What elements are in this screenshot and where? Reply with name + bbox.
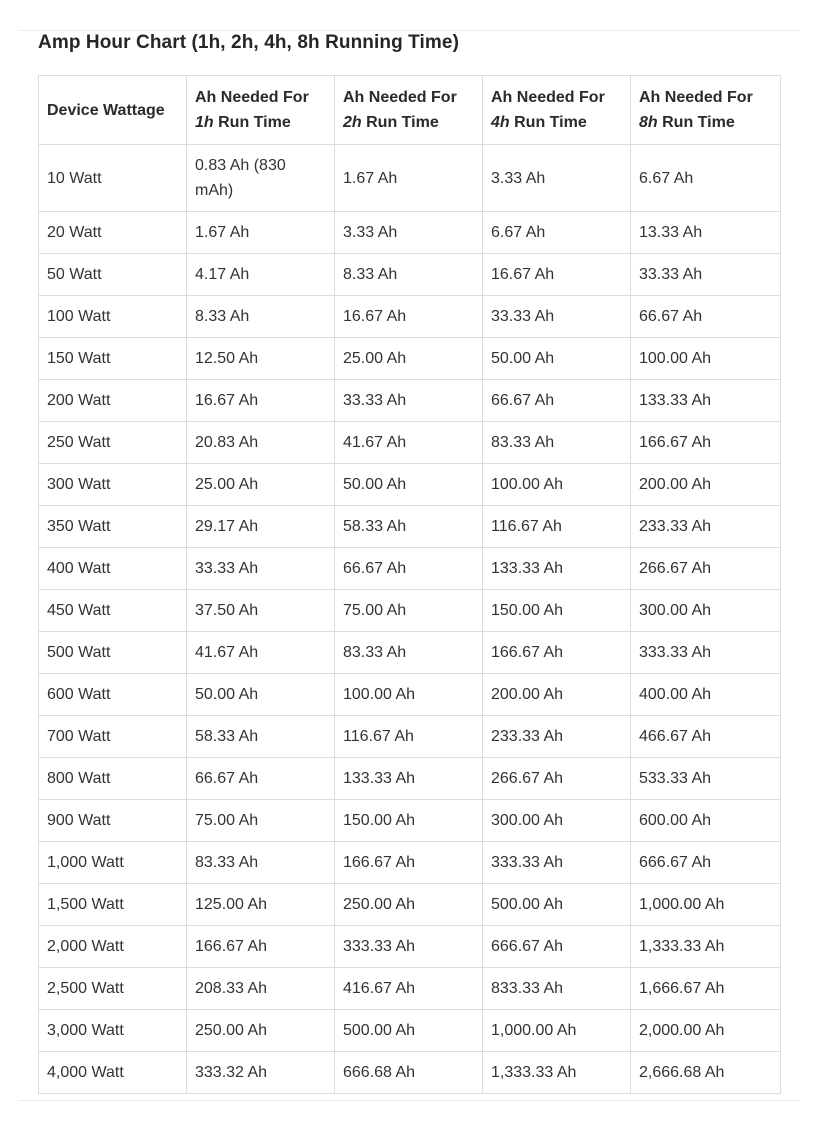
- column-header-8h: [631, 76, 781, 145]
- table-cell: 600.00 Ah: [631, 800, 781, 842]
- table-cell: 266.67 Ah: [483, 758, 631, 800]
- table-cell: 1.67 Ah: [187, 212, 335, 254]
- table-cell: 333.32 Ah: [187, 1052, 335, 1094]
- table-cell: 150 Watt: [39, 338, 187, 380]
- table-row: [39, 212, 781, 254]
- table-cell: 150.00 Ah: [483, 590, 631, 632]
- table-cell: 200 Watt: [39, 380, 187, 422]
- table-cell: 66.67 Ah: [631, 296, 781, 338]
- table-cell: 50.00 Ah: [187, 674, 335, 716]
- table-cell: 250.00 Ah: [187, 1010, 335, 1052]
- table-row: [39, 145, 781, 212]
- column-header-unit: 1h: [195, 114, 214, 131]
- table-cell: 83.33 Ah: [335, 632, 483, 674]
- table-cell: 250.00 Ah: [335, 884, 483, 926]
- table-cell: 300.00 Ah: [631, 590, 781, 632]
- table-row: [39, 548, 781, 590]
- table-cell: 500 Watt: [39, 632, 187, 674]
- column-header-suffix: Run Time: [657, 114, 735, 131]
- table-cell: 3,000 Watt: [39, 1010, 187, 1052]
- table-cell: 4.17 Ah: [187, 254, 335, 296]
- amp-hour-table: [38, 75, 781, 1094]
- table-cell: 33.33 Ah: [335, 380, 483, 422]
- table-cell: 75.00 Ah: [187, 800, 335, 842]
- column-header-suffix: Run Time: [509, 114, 587, 131]
- table-cell: 300 Watt: [39, 464, 187, 506]
- table-cell: 1,666.67 Ah: [631, 968, 781, 1010]
- table-cell: 166.67 Ah: [335, 842, 483, 884]
- table-cell: 1,500 Watt: [39, 884, 187, 926]
- column-header-suffix: Run Time: [361, 114, 439, 131]
- table-cell: 4,000 Watt: [39, 1052, 187, 1094]
- table-cell: 500.00 Ah: [483, 884, 631, 926]
- table-row: [39, 842, 781, 884]
- table-cell: 133.33 Ah: [335, 758, 483, 800]
- table-body: [39, 145, 781, 1094]
- table-cell: 133.33 Ah: [631, 380, 781, 422]
- table-row: [39, 1010, 781, 1052]
- table-cell: 533.33 Ah: [631, 758, 781, 800]
- column-header-unit: 4h: [491, 114, 510, 131]
- table-cell: 450 Watt: [39, 590, 187, 632]
- table-row: [39, 296, 781, 338]
- table-cell: 16.67 Ah: [335, 296, 483, 338]
- table-cell: 466.67 Ah: [631, 716, 781, 758]
- table-cell: 1.67 Ah: [335, 145, 483, 212]
- table-cell: 666.67 Ah: [483, 926, 631, 968]
- table-cell: 350 Watt: [39, 506, 187, 548]
- table-row: [39, 590, 781, 632]
- table-cell: 12.50 Ah: [187, 338, 335, 380]
- table-cell: 133.33 Ah: [483, 548, 631, 590]
- table-row: [39, 338, 781, 380]
- table-row: [39, 884, 781, 926]
- table-cell: 333.33 Ah: [483, 842, 631, 884]
- table-cell: 33.33 Ah: [187, 548, 335, 590]
- table-row: [39, 926, 781, 968]
- table-cell: 166.67 Ah: [631, 422, 781, 464]
- table-cell: 20.83 Ah: [187, 422, 335, 464]
- table-cell: 83.33 Ah: [483, 422, 631, 464]
- table-cell: 100.00 Ah: [631, 338, 781, 380]
- table-cell: 400.00 Ah: [631, 674, 781, 716]
- page-title: Amp Hour Chart (1h, 2h, 4h, 8h Running Time): [38, 32, 460, 53]
- table-cell: 29.17 Ah: [187, 506, 335, 548]
- table-row: [39, 254, 781, 296]
- table-cell: 10 Watt: [39, 145, 187, 212]
- table-cell: 2,500 Watt: [39, 968, 187, 1010]
- table-cell: 1,333.33 Ah: [483, 1052, 631, 1094]
- table-cell: 50.00 Ah: [335, 464, 483, 506]
- table-cell: 3.33 Ah: [483, 145, 631, 212]
- table-cell: 3.33 Ah: [335, 212, 483, 254]
- table-cell: 8.33 Ah: [187, 296, 335, 338]
- table-row: [39, 506, 781, 548]
- table-cell: 900 Watt: [39, 800, 187, 842]
- table-row: [39, 758, 781, 800]
- table-cell: 16.67 Ah: [483, 254, 631, 296]
- table-cell: 41.67 Ah: [187, 632, 335, 674]
- table-cell: 208.33 Ah: [187, 968, 335, 1010]
- table-cell: 66.67 Ah: [187, 758, 335, 800]
- table-cell: 0.83 Ah (830 mAh): [187, 145, 335, 212]
- table-cell: 333.33 Ah: [631, 632, 781, 674]
- table-cell: 41.67 Ah: [335, 422, 483, 464]
- table-cell: 800 Watt: [39, 758, 187, 800]
- table-cell: 166.67 Ah: [483, 632, 631, 674]
- column-header-prefix: Ah Needed For: [639, 89, 753, 106]
- table-cell: 100 Watt: [39, 296, 187, 338]
- table-cell: 200.00 Ah: [483, 674, 631, 716]
- column-header-unit: 2h: [343, 114, 362, 131]
- table-row: [39, 1052, 781, 1094]
- table-cell: 58.33 Ah: [187, 716, 335, 758]
- table-cell: 1,000.00 Ah: [483, 1010, 631, 1052]
- table-cell: 13.33 Ah: [631, 212, 781, 254]
- table-cell: 833.33 Ah: [483, 968, 631, 1010]
- table-cell: 66.67 Ah: [483, 380, 631, 422]
- table-row: [39, 716, 781, 758]
- table-cell: 1,000 Watt: [39, 842, 187, 884]
- table-cell: 33.33 Ah: [483, 296, 631, 338]
- table-cell: 1,333.33 Ah: [631, 926, 781, 968]
- table-cell: 2,666.68 Ah: [631, 1052, 781, 1094]
- table-cell: 333.33 Ah: [335, 926, 483, 968]
- table-cell: 166.67 Ah: [187, 926, 335, 968]
- bottom-divider: [18, 1100, 800, 1101]
- table-cell: 20 Watt: [39, 212, 187, 254]
- table-cell: 700 Watt: [39, 716, 187, 758]
- table-cell: 266.67 Ah: [631, 548, 781, 590]
- column-header-1h: [187, 76, 335, 145]
- column-header-prefix: Ah Needed For: [491, 89, 605, 106]
- column-header-4h: [483, 76, 631, 145]
- table-row: [39, 968, 781, 1010]
- table-cell: 37.50 Ah: [187, 590, 335, 632]
- table-cell: 1,000.00 Ah: [631, 884, 781, 926]
- table-row: [39, 422, 781, 464]
- table-row: [39, 380, 781, 422]
- table-cell: 500.00 Ah: [335, 1010, 483, 1052]
- table-cell: 666.67 Ah: [631, 842, 781, 884]
- table-cell: 6.67 Ah: [483, 212, 631, 254]
- table-cell: 100.00 Ah: [483, 464, 631, 506]
- table-cell: 100.00 Ah: [335, 674, 483, 716]
- table-cell: 75.00 Ah: [335, 590, 483, 632]
- table-cell: 2,000.00 Ah: [631, 1010, 781, 1052]
- table-row: [39, 800, 781, 842]
- table-cell: 666.68 Ah: [335, 1052, 483, 1094]
- table-cell: 25.00 Ah: [187, 464, 335, 506]
- table-cell: 83.33 Ah: [187, 842, 335, 884]
- column-header-device-wattage: Device Wattage: [39, 76, 187, 145]
- top-divider: [18, 30, 800, 31]
- table-cell: 116.67 Ah: [483, 506, 631, 548]
- table-cell: 150.00 Ah: [335, 800, 483, 842]
- table-cell: 200.00 Ah: [631, 464, 781, 506]
- column-header-unit: 8h: [639, 114, 658, 131]
- table-cell: 250 Watt: [39, 422, 187, 464]
- table-cell: 233.33 Ah: [483, 716, 631, 758]
- table-cell: 25.00 Ah: [335, 338, 483, 380]
- table-row: [39, 632, 781, 674]
- table-cell: 300.00 Ah: [483, 800, 631, 842]
- table-cell: 50 Watt: [39, 254, 187, 296]
- table-cell: 233.33 Ah: [631, 506, 781, 548]
- table-cell: 416.67 Ah: [335, 968, 483, 1010]
- table-row: [39, 464, 781, 506]
- table-cell: 2,000 Watt: [39, 926, 187, 968]
- column-header-prefix: Ah Needed For: [343, 89, 457, 106]
- table-cell: 66.67 Ah: [335, 548, 483, 590]
- table-header-row: [39, 76, 781, 145]
- table-cell: 116.67 Ah: [335, 716, 483, 758]
- table-cell: 16.67 Ah: [187, 380, 335, 422]
- table-cell: 125.00 Ah: [187, 884, 335, 926]
- table-cell: 600 Watt: [39, 674, 187, 716]
- table-cell: 50.00 Ah: [483, 338, 631, 380]
- table-cell: 8.33 Ah: [335, 254, 483, 296]
- column-header-prefix: Ah Needed For: [195, 89, 309, 106]
- column-header-2h: [335, 76, 483, 145]
- table-cell: 6.67 Ah: [631, 145, 781, 212]
- table-row: [39, 674, 781, 716]
- table-cell: 400 Watt: [39, 548, 187, 590]
- column-header-suffix: Run Time: [213, 114, 291, 131]
- table-cell: 33.33 Ah: [631, 254, 781, 296]
- table-cell: 58.33 Ah: [335, 506, 483, 548]
